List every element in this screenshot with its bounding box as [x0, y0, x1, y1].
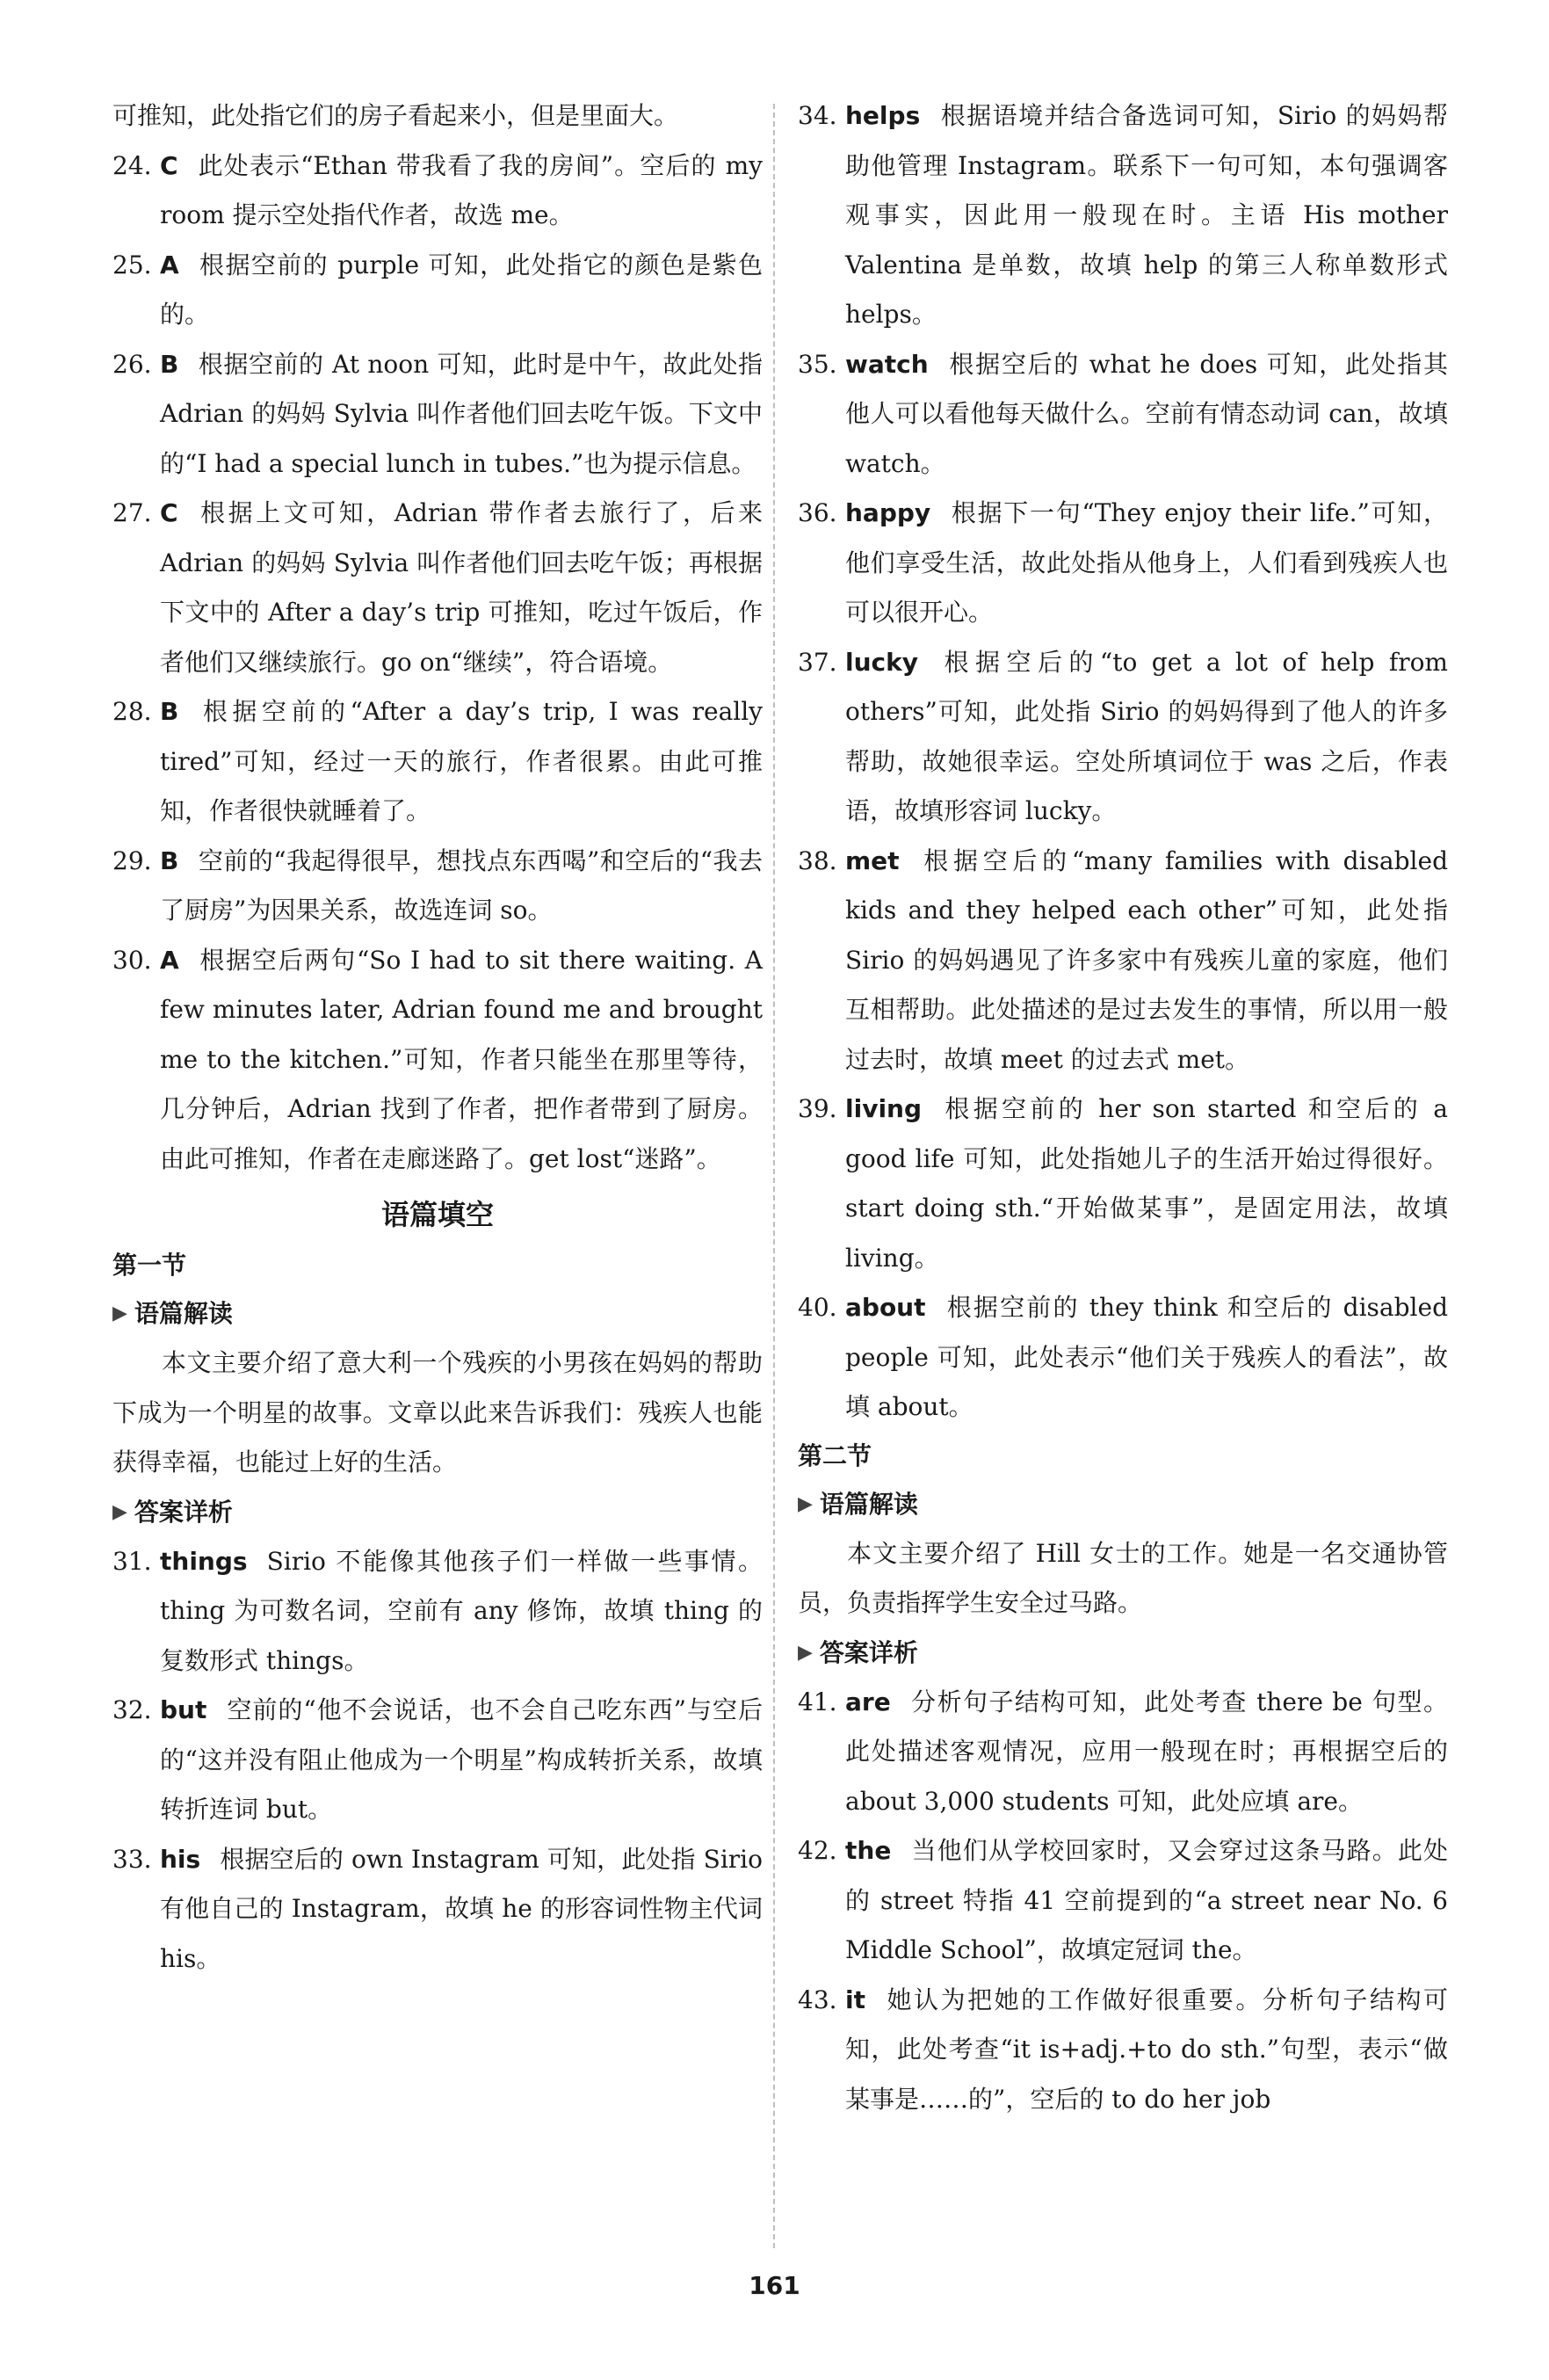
item-answer: C [160, 150, 178, 180]
item-number: 43. [798, 1985, 837, 2014]
answer-item-34 [798, 91, 1448, 340]
item-number: 31. [112, 1546, 152, 1576]
item-number: 25. [112, 250, 152, 279]
answer-item-39 [798, 1085, 1448, 1283]
item-answer: watch [845, 349, 929, 379]
answer-item-43 [798, 1976, 1448, 2125]
section-title: 语篇填空 [380, 1198, 494, 1231]
item-number: 37. [798, 647, 837, 677]
reading-label-text: 语篇解读 [134, 1299, 233, 1328]
item-answer: met [845, 845, 900, 875]
item-number: 42. [798, 1836, 837, 1865]
item-explanation: 根据上文可知，Adrian 带作者去旅行了，后来 Adrian 的妈妈 Sylvia 叫作者他们回去吃午饭；再根据下文中的 After a day’s trip 可推知，吃过午饭后，作者他们又继续旅行。go on“继续”，符合语境。 [160, 498, 763, 677]
item-number: 30. [112, 945, 152, 975]
item-answer: but [160, 1695, 207, 1724]
item-number: 36. [798, 498, 837, 527]
item-number: 32. [112, 1695, 152, 1724]
triangle-marker-icon: ▶ [798, 1641, 813, 1664]
item-explanation: 根据空后的 own Instagram 可知，此处指 Sirio 有他自己的 Instagram，故填 he 的形容词性物主代词 his。 [160, 1844, 763, 1973]
item-explanation: 根据空前的 her son started 和空后的 a good life 可知，此处指她儿子的生活开始过得很好。start doing sth.“开始做某事”，是固定用法，故填 living。 [845, 1094, 1448, 1273]
answer-item-27 [112, 489, 763, 687]
item-explanation: 当他们从学校回家时，又会穿过这条马路。此处的 street 特指 41 空前提到的“a street near No. 6 Middle School”，故填定冠词 the。 [845, 1836, 1448, 1964]
answer-item-30 [112, 936, 763, 1185]
answer-item-38 [798, 837, 1448, 1085]
right-column [798, 91, 1448, 2124]
item-answer: his [160, 1844, 201, 1874]
item-number: 33. [112, 1844, 152, 1874]
left-column [112, 91, 763, 1984]
item-number: 26. [112, 349, 152, 379]
item-explanation: 分析句子结构可知，此处考查 there be 句型。此处描述客观情况，应用一般现在时；再根据空后的 about 3,000 students 可知，此处应填 are。 [845, 1687, 1448, 1816]
item-number: 40. [798, 1293, 837, 1322]
item-answer: B [160, 349, 179, 379]
answer-label [798, 1629, 1448, 1678]
answer-item-31 [112, 1537, 763, 1687]
item-explanation: 根据下一句“They enjoy their life.”可知，他们享受生活，故此处指从他身上，人们看到残疾人也可以很开心。 [845, 498, 1448, 627]
item-explanation: 根据空前的“After a day’s trip, I was really tired”可知，经过一天的旅行，作者很累。由此可推知，作者很快就睡着了。 [160, 697, 763, 825]
item-answer: happy [845, 498, 931, 527]
answer-label [112, 1488, 763, 1537]
item-number: 28. [112, 697, 152, 726]
item-answer: B [160, 845, 179, 875]
item-explanation: 此处表示“Ethan 带我看了我的房间”。空后的 my room 提示空处指代作者，故选 me。 [160, 150, 763, 229]
item-explanation: 根据空前的 they think 和空后的 disabled people 可知，此处表示“他们关于残疾人的看法”，故填 about。 [845, 1293, 1448, 1421]
item-answer: C [160, 498, 178, 527]
item-explanation: Sirio 不能像其他孩子们一样做一些事情。thing 为可数名词，空前有 any 修饰，故填 thing 的复数形式 things。 [160, 1546, 763, 1675]
item-explanation: 根据空后的“to get a lot of help from others”可知，此处指 Sirio 的妈妈得到了他人的许多帮助，故她很幸运。空处所填词位于 was 之后，作表语，故填形容词 lucky。 [845, 647, 1448, 825]
page-number: 161 [749, 2271, 800, 2300]
reading-label-text: 语篇解读 [819, 1489, 918, 1519]
answer-item-29 [112, 837, 763, 936]
answer-label-text: 答案详析 [134, 1497, 233, 1527]
reading-summary: 本文主要介绍了意大利一个残疾的小男孩在妈妈的帮助下成为一个明星的故事。文章以此来告诉我们：残疾人也能获得幸福，也能过上好的生活。 [112, 1348, 763, 1477]
item-explanation: 空前的“我起得很早，想找点东西喝”和空后的“我去了厨房”为因果关系，故选连词 so。 [160, 845, 763, 925]
item-explanation: 根据空后的“many families with disabled kids and they helped each other”可知，此处指 Sirio 的妈妈遇见了许多家中有残疾儿童的家庭，他们互相帮助。此处描述的是过去发生的事情，所以用一般过去时，故填 meet 的过去式 met。 [845, 845, 1448, 1074]
item-answer: the [845, 1836, 892, 1865]
item-answer: lucky [845, 647, 919, 677]
item-answer: living [845, 1094, 923, 1123]
item-number: 24. [112, 150, 152, 180]
item-explanation: 根据空后的 what he does 可知，此处指其他人可以看他每天做什么。空前有情态动词 can，故填 watch。 [845, 349, 1448, 478]
answer-item-40 [798, 1283, 1448, 1433]
item-answer: helps [845, 101, 921, 130]
item-answer: A [160, 250, 179, 279]
triangle-marker-icon: ▶ [112, 1500, 127, 1523]
item-explanation: 根据语境并结合备选词可知，Sirio 的妈妈帮助他管理 Instagram。联系下一句可知，本句强调客观事实，因此用一般现在时。主语 His mother Valentina 是单数，故填 help 的第三人称单数形式 helps。 [845, 101, 1448, 329]
answer-item-33 [112, 1835, 763, 1985]
item-number: 38. [798, 845, 837, 875]
subsection-title: 第二节 [798, 1440, 872, 1470]
item-explanation: 根据空前的 At noon 可知，此时是中午，故此处指 Adrian 的妈妈 Sylvia 叫作者他们回去吃午饭。下文中的“I had a special lunch in tubes.”也为提示信息。 [160, 349, 763, 478]
answer-item-24 [112, 141, 763, 241]
reading-label [112, 1289, 763, 1339]
answer-item-26 [112, 340, 763, 490]
item-number: 29. [112, 845, 152, 875]
continued-paragraph: 可推知，此处指它们的房子看起来小，但是里面大。 [112, 101, 679, 130]
answer-item-41 [798, 1678, 1448, 1827]
column-divider [773, 104, 775, 2248]
item-number: 34. [798, 101, 837, 130]
item-number: 39. [798, 1094, 837, 1123]
answer-item-37 [798, 638, 1448, 837]
item-explanation: 根据空后两句“So I had to sit there waiting. A few minutes later, Adrian found me and brought me to the kitchen.”可知，作者只能坐在那里等待，几分钟后，Adrian 找到了作者，把作者带到了厨房。由此可推知，作者在走廊迷路了。get lost“迷路”。 [160, 945, 763, 1173]
item-answer: things [160, 1546, 248, 1576]
item-explanation: 她认为把她的工作做好很重要。分析句子结构可知，此处考查“it is+adj.+to do sth.”句型，表示“做某事是……的”，空后的 to do her job [845, 1985, 1448, 2114]
answer-item-36 [798, 489, 1448, 638]
item-explanation: 空前的“他不会说话，也不会自己吃东西”与空后的“这并没有阻止他成为一个明星”构成转折关系，故填转折连词 but。 [160, 1695, 763, 1824]
subsection-title: 第一节 [112, 1251, 187, 1280]
answer-item-32 [112, 1686, 763, 1835]
triangle-marker-icon: ▶ [112, 1302, 127, 1324]
item-answer: A [160, 945, 179, 975]
item-number: 35. [798, 349, 837, 379]
triangle-marker-icon: ▶ [798, 1492, 813, 1515]
answer-item-35 [798, 340, 1448, 490]
answer-item-28 [112, 687, 763, 837]
reading-label [798, 1480, 1448, 1529]
item-explanation: 根据空前的 purple 可知，此处指它的颜色是紫色的。 [160, 250, 763, 329]
item-number: 27. [112, 498, 152, 527]
answer-item-25 [112, 241, 763, 340]
item-number: 41. [798, 1687, 837, 1716]
answer-item-42 [798, 1826, 1448, 1976]
item-answer: B [160, 697, 179, 726]
answer-label-text: 答案详析 [819, 1637, 918, 1667]
item-answer: are [845, 1687, 891, 1716]
item-answer: about [845, 1293, 926, 1322]
reading-summary: 本文主要介绍了 Hill 女士的工作。她是一名交通协管员，负责指挥学生安全过马路。 [798, 1538, 1448, 1617]
item-answer: it [845, 1985, 865, 2014]
